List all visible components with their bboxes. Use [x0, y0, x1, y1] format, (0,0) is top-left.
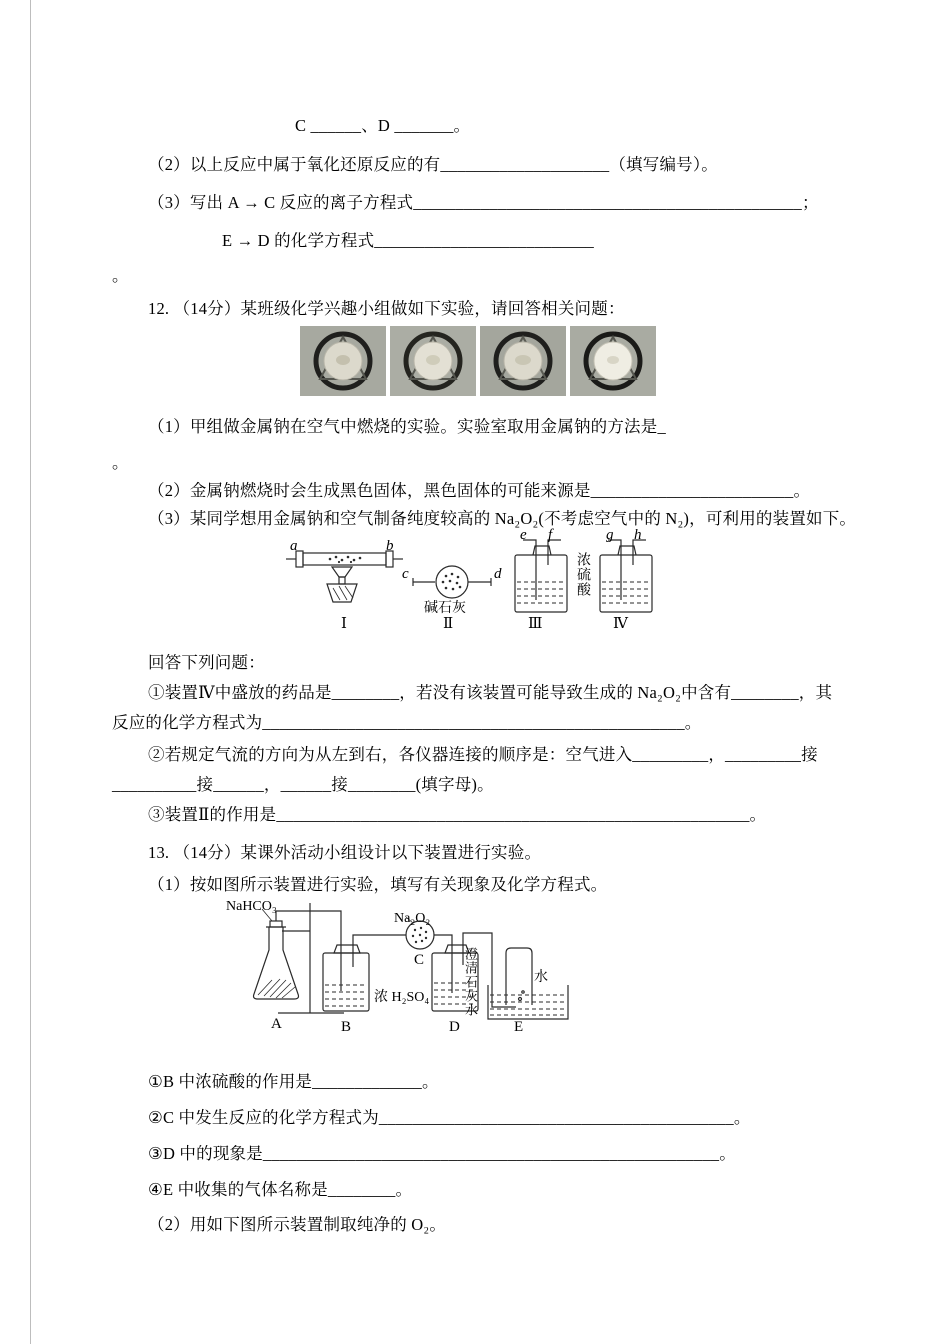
bulb-c	[406, 917, 452, 993]
q11-part2-line: （2）以上反应中属于氧化还原反应的有____________________（填写编号）。	[148, 155, 718, 174]
port-label-a: a	[290, 538, 298, 554]
combustion-tube-device	[286, 551, 403, 602]
q12-heading: 12. （14分）某班级化学兴趣小组做如下实验，请回答相关问题：	[148, 299, 625, 318]
bulb-c-letter: C	[414, 952, 425, 968]
conc-sulfuric-label: 浓硫酸	[575, 552, 590, 597]
q13-part1-line: （1）按如图所示装置进行实验，填写有关现象及化学方程式。	[148, 875, 608, 894]
q12-sub3-line: ③装置Ⅱ的作用是________________________________________________________。	[148, 805, 767, 824]
ring-stand	[278, 903, 344, 1013]
device-ii-label: Ⅱ	[443, 616, 454, 632]
bottle-b-letter: B	[341, 1019, 352, 1035]
port-label-h: h	[634, 527, 642, 543]
port-label-e: e	[520, 527, 527, 543]
experiment-photo-3	[480, 326, 566, 396]
nahco3-label: NaHCO₃	[226, 899, 277, 914]
q13-sub3-line: ③D 中的现象是______________________________________________________。	[148, 1144, 736, 1163]
device-iii-label: Ⅲ	[528, 616, 543, 632]
experiment-photo-4	[570, 326, 656, 396]
experiment-photo-2	[390, 326, 476, 396]
conc-h2so4-label: 浓 H₂SO₄	[374, 990, 430, 1005]
port-label-f: f	[548, 527, 553, 543]
collector-e-letter: E	[514, 1019, 524, 1035]
q12-part1-period: 。	[112, 453, 129, 472]
q13-sub4-line: ④E 中收集的气体名称是________。	[148, 1180, 413, 1199]
port-label-d: d	[494, 566, 502, 582]
q11-part3-ionic-line: （3）写出 A → C 反应的离子方程式______________________________________________；	[148, 193, 819, 212]
limewater-label: 澄清石灰水	[463, 947, 478, 1017]
gas-washing-bottle-iv	[600, 540, 652, 612]
q12-sub1-line2: 反应的化学方程式为__________________________________________________。	[112, 713, 702, 732]
port-label-c: c	[402, 566, 409, 582]
q11-part3-equation-line: E → D 的化学方程式__________________________	[222, 231, 594, 250]
q13-heading: 13. （14分）某课外活动小组设计以下装置进行实验。	[148, 843, 542, 862]
port-label-g: g	[606, 527, 614, 543]
drying-bulb-device	[413, 566, 491, 598]
na2o2-label: Na₂O₂	[394, 911, 431, 926]
q11-cd-blank-line: C ______、D _______。	[295, 116, 471, 135]
port-label-b: b	[386, 538, 394, 554]
water-label: 水	[534, 970, 548, 985]
experiment-photo-1	[300, 326, 386, 396]
flask-a-letter: A	[271, 1016, 282, 1032]
bottle-d-letter: D	[449, 1019, 460, 1035]
q12-answer-prompt: 回答下列问题：	[148, 653, 265, 672]
q13-sub1-line: ①B 中浓硫酸的作用是_____________。	[148, 1072, 439, 1091]
q12-part1-line: （1）甲组做金属钠在空气中燃烧的实验。实验室取用金属钠的方法是_	[148, 417, 666, 436]
experiment-photos-row	[300, 326, 656, 396]
page-edge-line	[30, 0, 31, 1344]
gas-washing-bottle-iii	[515, 540, 567, 612]
water-trough-e	[488, 948, 568, 1019]
q12-part2-line: （2）金属钠燃烧时会生成黑色固体，黑色固体的可能来源是________________________。	[148, 481, 811, 500]
q12-part3-line: （3）某同学想用金属钠和空气制备纯度较高的 Na₂O₂(不考虑空气中的 N₂)，可利用的装置如下。	[148, 509, 857, 528]
q13-sub2-line: ②C 中发生反应的化学方程式为__________________________________________。	[148, 1108, 751, 1127]
q12-sub2-line1: ②若规定气流的方向为从左到右，各仪器连接的顺序是：空气进入_________，_________接	[148, 745, 818, 764]
q13-part2-line: （2）用如下图所示装置制取纯净的 O₂。	[148, 1215, 447, 1234]
q11-trailing-period: 。	[112, 266, 129, 285]
q12-sub2-line2: __________接______，______接________(填字母)。	[112, 775, 494, 794]
device-i-label: Ⅰ	[341, 616, 347, 632]
q12-sub1-line1: ①装置Ⅳ中盛放的药品是________，若没有该装置可能导致生成的 Na₂O₂中含有________，其	[148, 683, 833, 702]
soda-lime-label: 碱石灰	[424, 601, 466, 616]
device-iv-label: Ⅳ	[613, 616, 628, 632]
